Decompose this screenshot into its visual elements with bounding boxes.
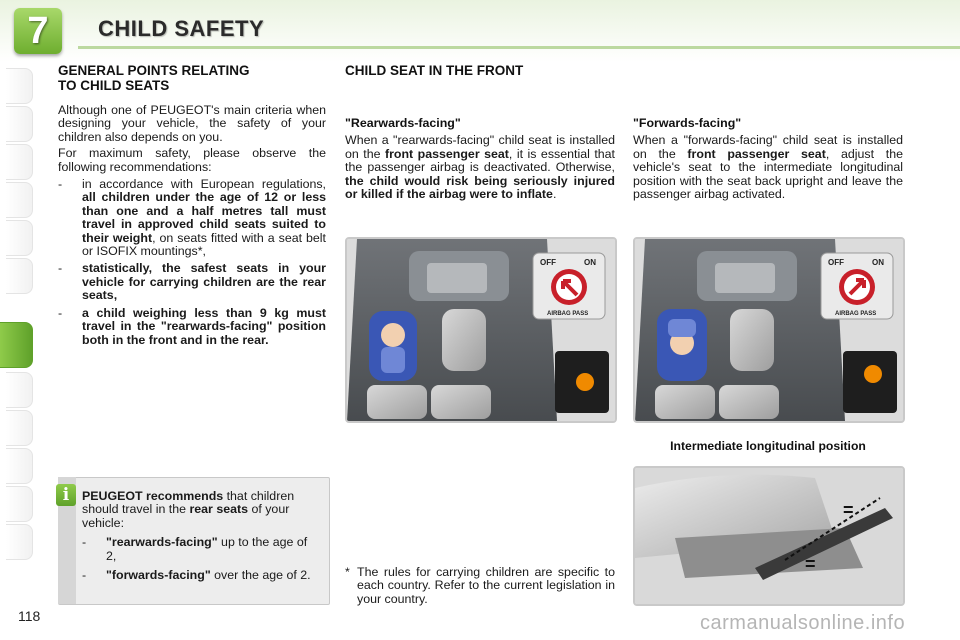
text-bold: front passenger seat	[384, 146, 509, 161]
side-tab[interactable]	[6, 220, 33, 256]
list-text-bold: a child weighing less than 9 kg must travel in the "rearwards-facing" position both in the front and in the rear.	[82, 305, 326, 347]
side-tab[interactable]	[6, 68, 33, 104]
seat-position-caption: Intermediate longitudinal position	[670, 439, 866, 453]
label-off: OFF	[828, 258, 844, 267]
label-airbag-pass: AIRBAG PASS	[835, 311, 877, 317]
footnote-mark: *	[345, 565, 350, 579]
footnote-text: The rules for carrying children are specific to each country. Refer to the current legislation in your country.	[357, 565, 615, 606]
chapter-side-tabs	[0, 68, 34, 588]
label-on: ON	[584, 258, 596, 267]
rearwards-title: "Rearwards-facing"	[345, 116, 461, 130]
section-heading-front: CHILD SEAT IN THE FRONT	[345, 63, 524, 78]
list-dash: -	[58, 177, 63, 192]
forwards-paragraph	[633, 134, 903, 201]
side-tab[interactable]	[6, 258, 33, 294]
airbag-warning-icon	[576, 373, 594, 391]
text: that children should travel in the	[82, 489, 295, 517]
list-text: in accordance with European regulations,	[82, 177, 326, 192]
text: When a "rearwards-facing" child seat is installed on the	[345, 133, 615, 161]
text-bold: "forwards-facing"	[106, 568, 211, 583]
driver-seat	[730, 309, 774, 371]
heading-line: GENERAL POINTS RELATING	[58, 63, 250, 78]
airbag-warning-icon	[864, 365, 882, 383]
rearwards-car-illustration	[345, 237, 617, 423]
text: , it is essential that the passenger airbag is deactivated. Otherwise,	[345, 146, 615, 175]
section-heading-general	[58, 63, 338, 93]
forwards-title: "Forwards-facing"	[633, 116, 742, 130]
text: of your vehicle:	[82, 502, 290, 530]
chapter-number-badge: 7	[14, 8, 62, 54]
side-tab[interactable]	[6, 524, 33, 560]
recommend-paragraph: For maximum safety, please observe the following recommendations:	[58, 146, 326, 174]
text: up to the age of 2,	[106, 535, 308, 563]
side-tab[interactable]	[6, 486, 33, 522]
side-tab[interactable]	[6, 106, 33, 142]
forwards-car-illustration	[633, 237, 905, 423]
side-tab[interactable]	[6, 144, 33, 180]
text: , adjust the vehicle's seat to the intermediate longitudinal position with the seat back upright and leave the passenger airbag activated.	[633, 146, 903, 202]
intro-paragraph: Although one of PEUGEOT's main criteria when designing your vehicle, the safety of your children also depends on you.	[58, 103, 326, 144]
text-bold: "rearwards-facing"	[106, 535, 218, 550]
side-tab[interactable]	[6, 182, 33, 218]
seat-rail-figure	[635, 468, 903, 604]
text-bold: front passenger seat	[687, 146, 826, 161]
general-text-block	[58, 104, 326, 347]
side-tab[interactable]	[6, 410, 33, 446]
list-item	[58, 307, 326, 347]
rearwards-text-block	[345, 117, 615, 201]
seat-position-illustration	[633, 466, 905, 606]
label-airbag-pass: AIRBAG PASS	[547, 311, 589, 317]
list-item	[82, 569, 320, 582]
recommendation-lead	[82, 490, 320, 530]
list-item	[58, 178, 326, 258]
list-item	[82, 536, 320, 563]
text: over the age of 2.	[210, 568, 311, 583]
car-interior-figure	[635, 239, 903, 421]
label-on: ON	[872, 258, 884, 267]
heading-line: TO CHILD SEATS	[58, 78, 170, 93]
car-interior-figure	[347, 239, 615, 421]
list-text-bold: all children under the age of 12 or less than one and a half metres tall must travel in approved child seats suited to their weight	[82, 190, 326, 245]
list-text-bold: statistically, the safest seats in your vehicle for carrying children are the rear seats,	[82, 261, 326, 303]
footnote-item	[345, 566, 615, 606]
rearwards-paragraph	[345, 134, 615, 201]
list-dash: -	[82, 535, 87, 550]
list-item	[58, 262, 326, 302]
text-bold: rear seats	[189, 502, 249, 517]
svg-text:=: =	[843, 500, 854, 520]
info-icon: i	[56, 484, 76, 506]
side-tab[interactable]	[6, 372, 33, 408]
list-text: , on seats fitted with a seat belt or ISOFIX mountings*,	[82, 230, 327, 259]
footnote	[345, 566, 615, 606]
list-dash: -	[82, 568, 87, 583]
text-bold: the child would risk being seriously injured or killed if the airbag were to inflate	[345, 173, 615, 202]
forwards-text-block	[633, 117, 903, 201]
side-tab-active[interactable]	[0, 322, 33, 368]
recommendation-text	[82, 490, 320, 582]
chapter-title: CHILD SAFETY	[98, 16, 265, 41]
svg-text:=: =	[805, 554, 816, 574]
page-number: 118	[18, 608, 41, 624]
list-dash: -	[58, 305, 63, 320]
text-bold: PEUGEOT recommends	[82, 489, 224, 503]
driver-seat	[442, 309, 486, 371]
label-off: OFF	[540, 258, 556, 267]
text: When a "forwards-facing" child seat is installed on the	[633, 133, 903, 161]
text: .	[552, 187, 557, 202]
list-dash: -	[58, 261, 63, 276]
side-tab[interactable]	[6, 448, 33, 484]
header-rule	[78, 46, 960, 49]
watermark: carmanualsonline.info	[700, 612, 906, 634]
